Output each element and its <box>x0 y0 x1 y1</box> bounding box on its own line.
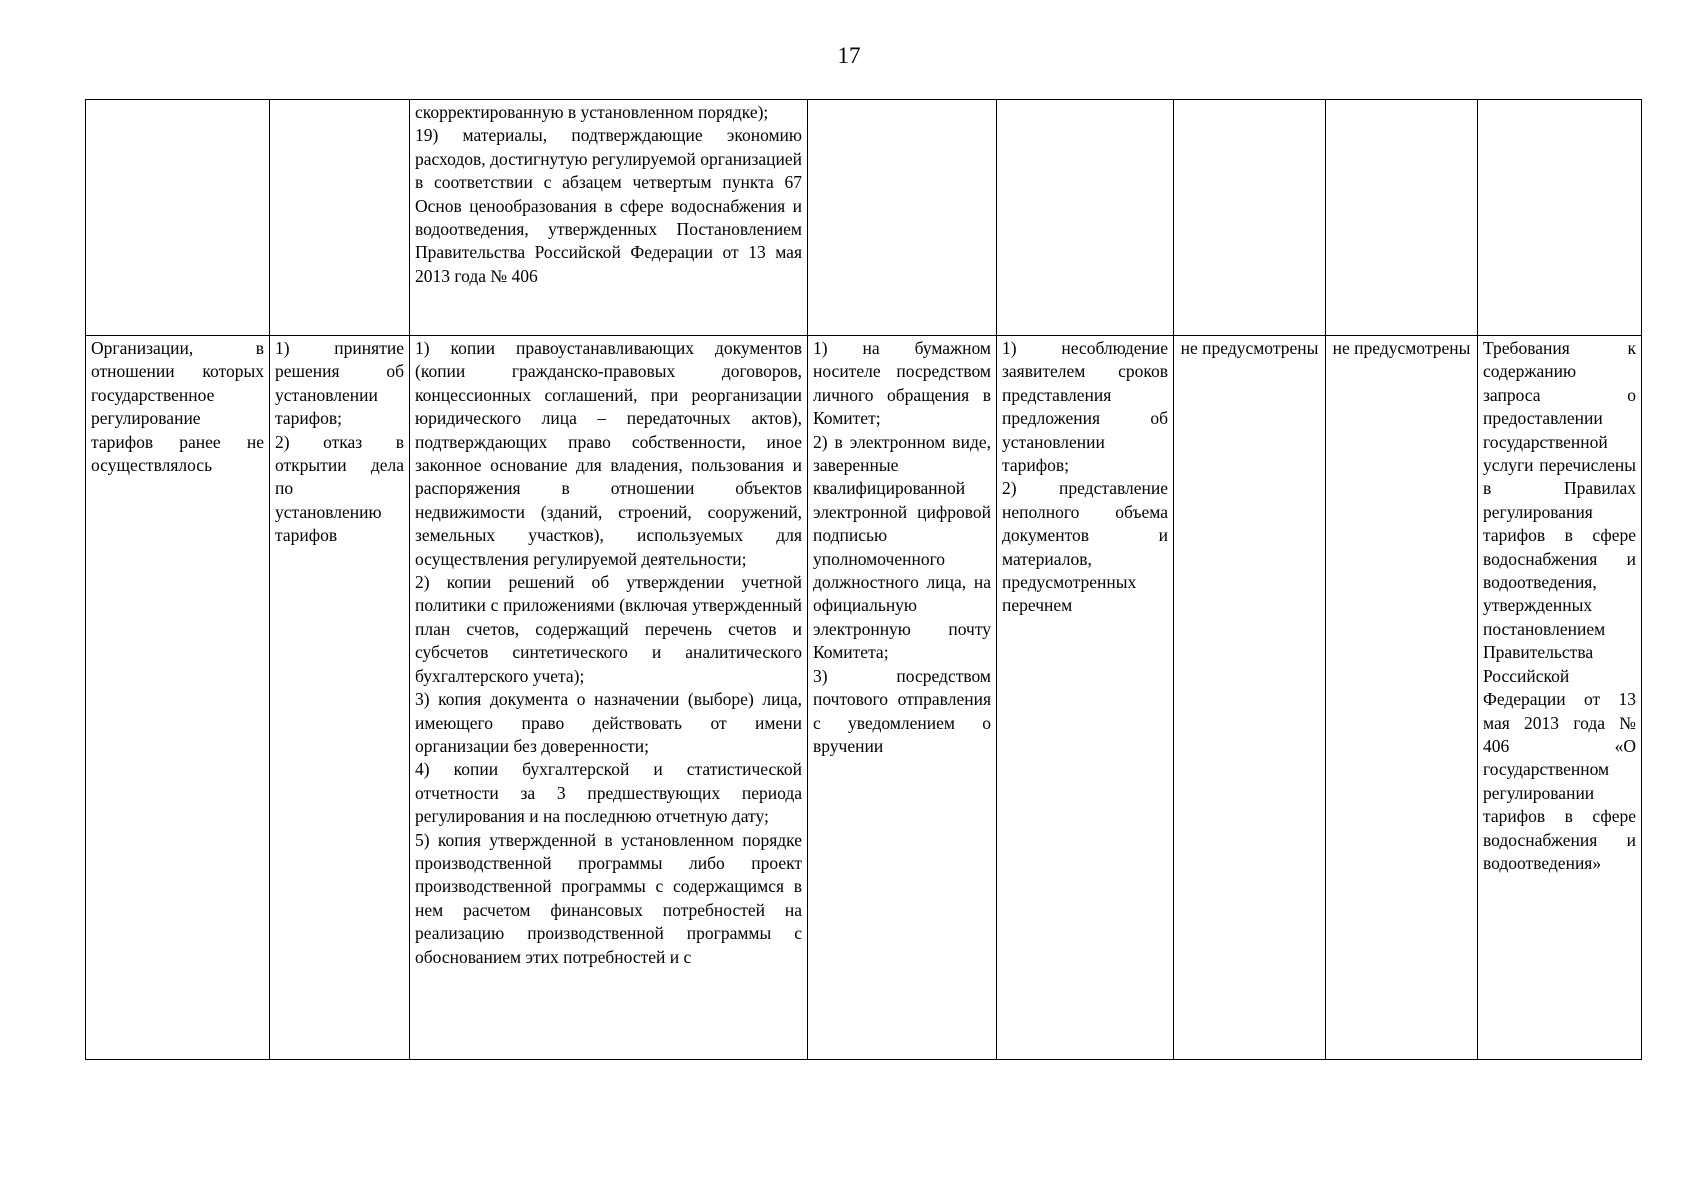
row2-col3-item: 2) копии решений об утверждении учетной политики с приложениями (включая утвержденный план счетов, содержащий перечень счетов и субсчетов синтетического и аналитического бухгалтерского учета); <box>415 572 802 686</box>
row2-col4-item: 2) в электронном виде, заверенные квалифицированной электронной цифровой подписью уполномоченного должностного лица, на официальную электронную почту Комитета; <box>813 431 991 663</box>
row2-col5-item: 2) представление неполного объема документов и материалов, предусмотренных перечнем <box>1002 478 1168 616</box>
row2-col1-text: Организации, в отношении которых государственное регулирование тарифов ранее не осуществлялось <box>91 338 264 476</box>
row2-col7-text: не предусмотрены <box>1332 338 1471 358</box>
row2-col8-cell <box>1478 336 1642 1060</box>
row1-col7-cell <box>1326 100 1478 336</box>
row2-col3-item: 3) копия документа о назначении (выборе) лица, имеющего право действовать от имени организации без доверенности; <box>415 689 802 756</box>
row2-col4-cell <box>808 336 997 1060</box>
row1-col2-cell <box>270 100 410 336</box>
row2-col4-item: 3) посредством почтового отправления с уведомлением о вручении <box>813 665 991 756</box>
row1-col3-cell <box>410 100 808 336</box>
row2-col2-item: 1) принятие решения об установлении тарифов; <box>275 338 404 429</box>
row2-col1-cell <box>86 336 270 1060</box>
row2-col3-item: 4) копии бухгалтерской и статистической отчетности за 3 предшествующих периода регулирования и на последнюю отчетную дату; <box>415 759 802 827</box>
page-number: 17 <box>837 43 861 68</box>
row2-col3-cell <box>410 336 808 1060</box>
row1-col4-cell <box>808 100 997 336</box>
row1-col3-item: 19) материалы, подтверждающие экономию расходов, достигнутую регулируемой организацией в соответствии с абзацем четвертым пункта 67 Основ ценообразования в сфере водоснабжения и водоотведения, утвержденных Постановлением Правительства Российской Федерации от 13 мая 2013 года № 406 <box>415 125 802 286</box>
row2-col2-cell <box>270 336 410 1060</box>
row2-col3-item: 1) копии правоустанавливающих документов (копии гражданско-правовых договоров, концессионных соглашений, при реорганизации юридического лица – передаточных актов), подтверждающих право собственности, иное законное основание для владения, пользования и распоряжения в отношении объектов недвижимости (зданий, строений, сооружений, земельных участков), используемых для осуществления регулируемой деятельности; <box>415 338 802 569</box>
row1-col6-cell <box>1174 100 1326 336</box>
row2-col6-cell <box>1174 336 1326 1060</box>
row1-col8-cell <box>1478 100 1642 336</box>
row2-col3-item: 5) копия утвержденной в установленном порядке производственной программы либо проект производственной программы с содержащимся в нем расчетом финансовых потребностей на реализацию производственной программы с обоснованием этих потребностей и с <box>415 829 802 967</box>
row1-col5-cell <box>997 100 1174 336</box>
row1-col3-item: скорректированную в установленном порядке); <box>415 102 769 122</box>
row2-col6-text: не предусмотрены <box>1180 338 1319 358</box>
row1-col1-cell <box>86 100 270 336</box>
row2-col5-item: 1) несоблюдение заявителем сроков представления предложения об установлении тарифов; <box>1002 338 1168 476</box>
table-row <box>86 100 1642 336</box>
row2-col7-cell <box>1326 336 1478 1060</box>
row2-col5-cell <box>997 336 1174 1060</box>
row2-col2-item: 2) отказ в открытии дела по установлению тарифов <box>275 431 404 546</box>
document-table <box>85 99 1642 1060</box>
row2-col8-text: Требования к содержанию запроса о предоставлении государственной услуги перечислены в Правилах регулирования тарифов в сфере водоснабжения и водоотведения, утвержденных постановлением Правительства Российской Федерации от 13 мая 2013 года № 406 «О государственном регулировании тарифов в сфере водоснабжения и водоотведения» <box>1483 338 1636 873</box>
table-row <box>86 336 1642 1060</box>
row2-col4-item: 1) на бумажном носителе посредством личного обращения в Комитет; <box>813 338 991 429</box>
